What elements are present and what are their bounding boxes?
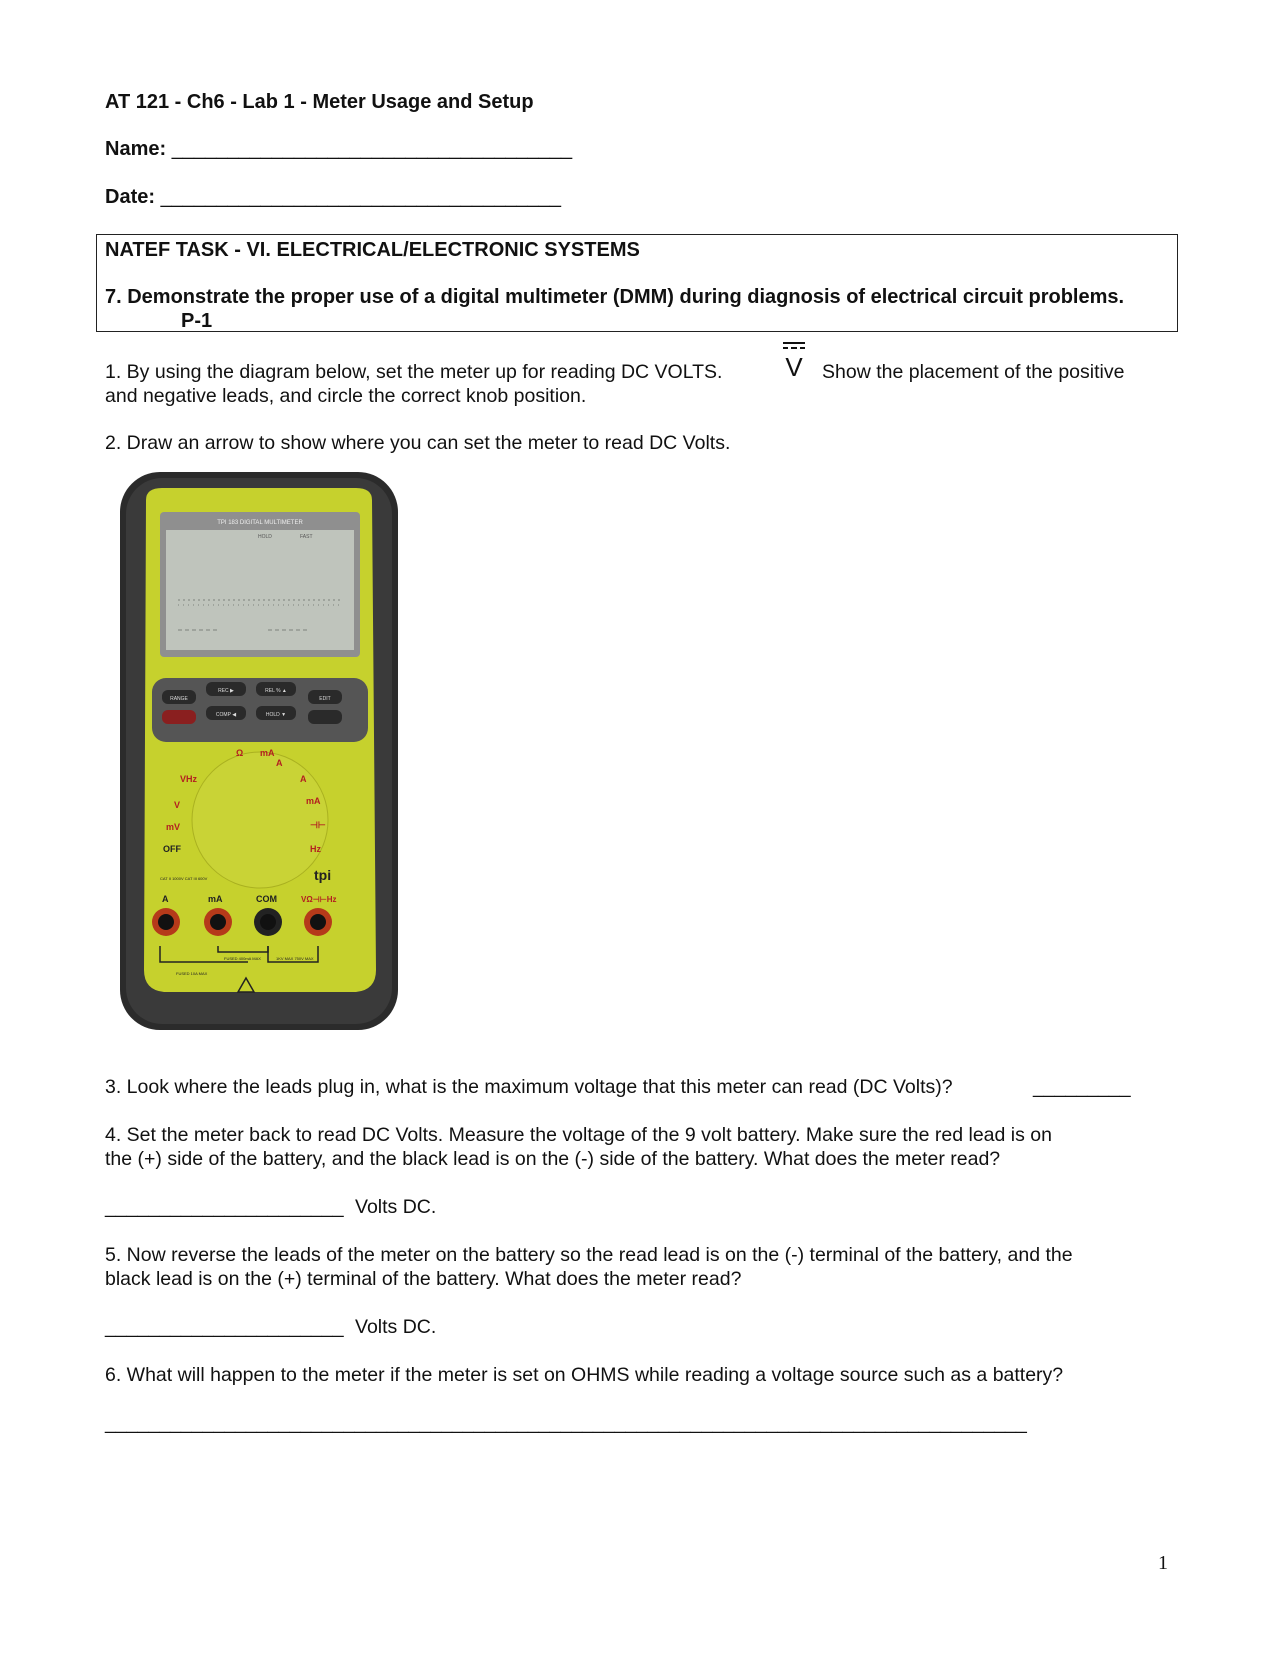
dial-off-label: OFF (163, 844, 181, 854)
date-label: Date: (105, 186, 156, 208)
dial-mv-label: mV (166, 822, 181, 832)
name-row (105, 137, 572, 161)
document-title: AT 121 - Ch6 - Lab 1 - Meter Usage and Setup (105, 91, 534, 113)
btn-edit-label: EDIT (319, 696, 331, 702)
jack-v-label: VΩ⊣⊢Hz (301, 895, 337, 904)
dc-volts-icon (779, 340, 809, 380)
fuse-a-label: FUSED 10A MAX (176, 971, 208, 976)
question-1-line-2: and negative leads, and circle the correct knob position. (105, 385, 587, 407)
dial-hz-label: Hz (310, 844, 321, 854)
dial-vhz-label: VHz (180, 774, 198, 784)
dial-ma-right-label: mA (306, 796, 321, 806)
question-5-line-1: 5. Now reverse the leads of the meter on the battery so the read lead is on the (-) terminal of the battery, and the (105, 1244, 1073, 1266)
multimeter-svg (118, 470, 403, 1035)
question-6-text: 6. What will happen to the meter if the meter is set on OHMS while reading a voltage source such as a battery? (105, 1364, 1064, 1386)
jack-ma-label: mA (208, 894, 223, 904)
task-heading: NATEF TASK - VI. ELECTRICAL/ELECTRONIC SYSTEMS (105, 239, 640, 261)
question-1-text-cont: Show the placement of the positive (822, 361, 1125, 383)
dial-ma-top-label: mA (260, 748, 275, 758)
question-4-answer-row (105, 1195, 436, 1219)
question-5-answer-blank[interactable]: ______________________ (105, 1316, 344, 1338)
screen-fast-label: FAST (300, 534, 313, 540)
date-input-line[interactable]: ____________________________________ (160, 186, 562, 208)
question-3-text: 3. Look where the leads plug in, what is the maximum voltage that this meter can read (DC Volts)? (105, 1076, 953, 1098)
btn-rel-label: REL % ▲ (265, 688, 287, 694)
dial-v-label: V (174, 800, 181, 810)
question-1-text: 1. By using the diagram below, set the meter up for reading DC VOLTS. (105, 361, 723, 383)
task-priority: P-1 (181, 310, 213, 332)
question-4-line-2: the (+) side of the battery, and the black lead is on the (-) side of the battery. What does the meter read? (105, 1148, 1001, 1170)
question-3-answer-blank[interactable]: _________ (1033, 1076, 1131, 1098)
question-4-answer-blank[interactable]: ______________________ (105, 1196, 344, 1218)
question-5-answer-row (105, 1315, 436, 1339)
screen-hold-label: HOLD (258, 534, 272, 540)
question-4-line-1: 4. Set the meter back to read DC Volts. Measure the voltage of the 9 volt battery. Make sure the red lead is on (105, 1124, 1052, 1146)
btn-hold-label: HOLD ▼ (265, 712, 287, 718)
dial-ohm-label: Ω (236, 748, 244, 758)
name-label: Name: (105, 138, 167, 160)
multimeter-illustration (118, 470, 403, 1035)
jack-com-label: COM (256, 894, 277, 904)
dial-cap-label: ⊣⊢ (310, 820, 326, 830)
dc-volts-symbol: V (785, 352, 803, 380)
max-voltage-label: 1KV MAX 750V MAX (276, 956, 314, 961)
question-6-answer-blank[interactable]: _____________________________________________________________________________________ (105, 1412, 1027, 1434)
dial-a-top-label: A (276, 758, 283, 768)
question-5-unit: Volts DC. (355, 1316, 437, 1338)
jack-a-label: A (162, 894, 169, 904)
btn-comp-label: COMP ◀ (215, 712, 237, 718)
btn-range-label: RANGE (170, 696, 188, 702)
meter-model-label: TPI 183 DIGITAL MULTIMETER (217, 520, 303, 526)
fuse-ma-label: FUSED 400mA MAX (224, 956, 261, 961)
question-4-unit: Volts DC. (355, 1196, 437, 1218)
question-5-line-2: black lead is on the (+) terminal of the battery. What does the meter read? (105, 1268, 742, 1290)
cat-rating-label: CAT II 1000V CAT III 600V (160, 876, 208, 881)
btn-rec-label: REC ▶ (218, 688, 234, 694)
brand-logo-text: tpi (314, 867, 332, 883)
question-2-text: 2. Draw an arrow to show where you can set the meter to read DC Volts. (105, 432, 731, 454)
date-row (105, 185, 561, 209)
name-input-line[interactable]: ____________________________________ (171, 138, 573, 160)
page-number: 1 (1158, 1552, 1168, 1574)
task-description: 7. Demonstrate the proper use of a digital multimeter (DMM) during diagnosis of electrical circuit problems. (105, 286, 1125, 308)
dial-a-right-label: A (300, 774, 307, 784)
